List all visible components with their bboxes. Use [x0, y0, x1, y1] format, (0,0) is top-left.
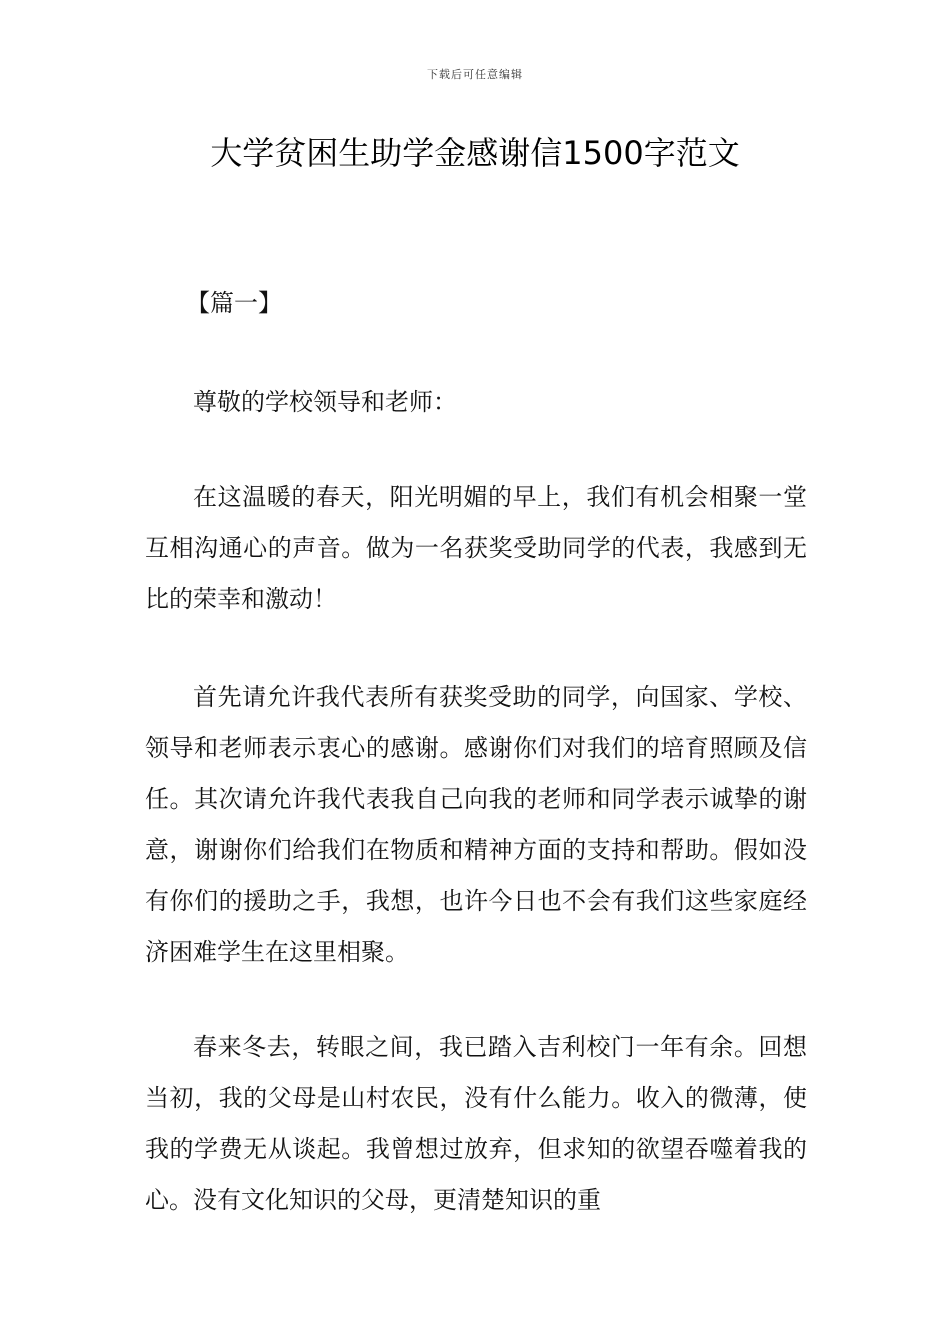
paragraph-3: 春来冬去，转眼之间，我已踏入吉利校门一年有余。回想当初，我的父母是山村农民，没有什么能力。收入的微薄，使我的学费无从谈起。我曾想过放弃，但求知的欲望吞噬着我的心。没有文化知识的父母，更清楚知识的重	[145, 1033, 807, 1214]
document-title: 大学贫困生助学金感谢信1500字范文	[210, 134, 740, 172]
paragraph-1: 在这温暖的春天，阳光明媚的早上，我们有机会相聚一堂互相沟通心的声音。做为一名获奖受助同学的代表，我感到无比的荣幸和激动！	[145, 483, 807, 613]
header-note: 下载后可任意编辑	[427, 68, 523, 81]
section-label: 【篇一】	[186, 289, 282, 317]
paragraph-2: 首先请允许我代表所有获奖受助的同学，向国家、学校、领导和老师表示衷心的感谢。感谢你们对我们的培育照顾及信任。其次请允许我代表我自己向我的老师和同学表示诚挚的谢意，谢谢你们给我们在物质和精神方面的支持和帮助。假如没有你们的援助之手，我想，也许今日也不会有我们这些家庭经济困难学生在这里相聚。	[145, 683, 807, 966]
salutation: 尊敬的学校领导和老师：	[193, 388, 457, 416]
